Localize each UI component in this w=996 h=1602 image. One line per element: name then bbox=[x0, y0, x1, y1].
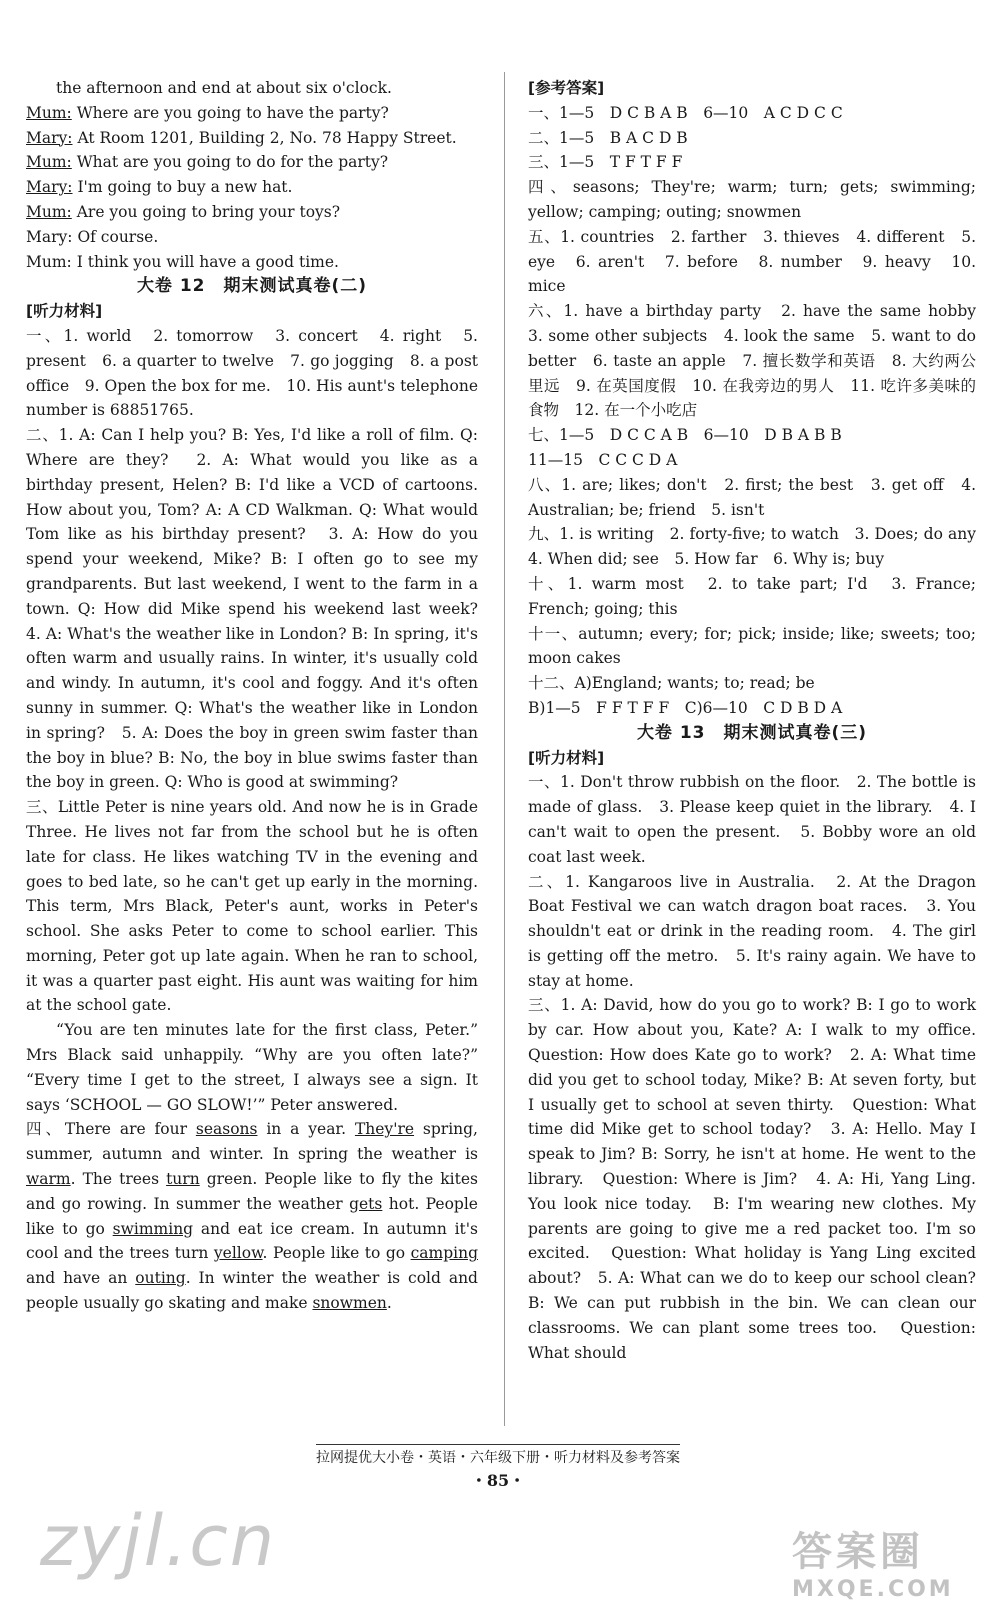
answer-line: 六、1. have a birthday party 2. have the same hobby 3. some other subjects 4. look the same 5. want to do better 6. taste an apple 7. 擅长数学和英语 8. 大约两公里远 9. 在英国度假 10. 在我旁边的男人 11. 吃许多美味的食物 12. 在一个小吃店 bbox=[528, 302, 992, 420]
answer-line: 八、1. are; likes; don't 2. first; the best 3. get off 4. Australian; be; friend 5. isn't bbox=[528, 475, 976, 519]
section-label: [听力材料] bbox=[528, 748, 605, 767]
watermark-right bbox=[792, 1520, 972, 1602]
column-divider bbox=[504, 72, 505, 1426]
answer-line: 二、1—5 B A C D B bbox=[528, 128, 688, 147]
paragraph: 一、1. world 2. tomorrow 3. concert 4. right 5. present 6. a quarter to twelve 7. go jogging 8. a post office 9. Open the box for me. 10. His aunt's telephone number is 68851765. bbox=[26, 326, 478, 420]
left-column bbox=[26, 76, 494, 1316]
speaker: Mum: bbox=[26, 153, 72, 172]
answer-line: B)1—5 F F T F F C)6—10 C D B D A bbox=[528, 698, 843, 717]
underlined-word: They're bbox=[354, 1120, 415, 1139]
footer-text: 拉网提优大小卷・英语・六年级下册・听力材料及参考答案 bbox=[316, 1444, 680, 1467]
dialog-line bbox=[26, 175, 478, 200]
watermark-right-bottom: MXQE.COM bbox=[792, 1577, 954, 1602]
dialog-line bbox=[26, 200, 478, 225]
section-title: 大卷 13 期末测试真卷(三) bbox=[636, 722, 868, 743]
paragraph: 四、There are four seasons in a year. They're spring, summer, autumn and winter. In spring the weather is warm. The trees turn green. People like to fly the kites and go rowing. In summer the weather gets hot. People like to go swimming and eat ice cream. In autumn it's cool and the trees turn yellow. People like to go camping and have an outing. In winter the weather is cold and people usually go skating and make snowmen. bbox=[26, 1120, 479, 1313]
page-number: ・85・ bbox=[470, 1471, 526, 1490]
dialog-text: Are you going to bring your toys? bbox=[76, 202, 341, 221]
underlined-word: turn bbox=[166, 1170, 200, 1189]
paragraph: 三、1. A: David, how do you go to work? B: I go to work by car. How about you, Kate? A: I walk to my office. Question: How does Kate go to work? 2. A: What time did you get to school today, Mike? B: At seven forty, but I usually get to school at seven thirty. Question: What time did Mike get to school today? 3. A: Hello. May I speak to Jim? B: Sorry, he isn't at home. He went to the library. Question: Where is Jim? 4. A: Hi, Yang Ling. You look nice today. B: I'm wearing new clothes. My parents are going to give me a red packet too. I'm so excited. Question: What holiday is Yang Ling excited about? 5. A: What can we do to keep our school clean? B: We can put rubbish in the bin. We can clean our classrooms. We can plant some trees too. Question: What should bbox=[528, 996, 992, 1362]
speaker: Mary: bbox=[26, 178, 73, 197]
watermark-left: zyjl.cn bbox=[40, 1500, 277, 1582]
paragraph: 三、Little Peter is nine years old. And now he is in Grade Three. He lives not far from the school but he is often late for class. He likes watching TV in the evening and goes to bed late, so he can't get up early in the morning. This term, Mrs Black, Peter's aunt, works in Peter's school. She asks Peter to come to school earlier. This morning, Peter got up late again. When he ran to school, it was a quarter past eight. His aunt was waiting for him at the school gate. bbox=[26, 798, 478, 1015]
dialog-line bbox=[26, 225, 478, 250]
dialog-line bbox=[26, 101, 478, 126]
answer-line: 十二、A)England; wants; to; read; be bbox=[528, 674, 815, 693]
answer-line: 三、1—5 T F T F F bbox=[528, 153, 683, 172]
answer-line: 九、1. is writing 2. forty-five; to watch 3. Does; do any 4. When did; see 5. How far 6. Why is; buy bbox=[528, 525, 992, 569]
underlined-word: seasons bbox=[195, 1120, 258, 1139]
dialog-line: the afternoon and end at about six o'clock. bbox=[56, 79, 392, 97]
section-label: [听力材料] bbox=[26, 302, 103, 321]
dialog-text: What are you going to do for the party? bbox=[76, 153, 389, 172]
dialog-text: Of course. bbox=[77, 227, 159, 246]
paragraph: 二、1. Kangaroos live in Australia. 2. At the Dragon Boat Festival we can watch dragon boat races. 3. You shouldn't eat or drink in the reading room. 4. The girl is getting off the metro. 5. It's rainy again. We have to stay at home. bbox=[528, 872, 976, 990]
dialog-line bbox=[26, 150, 478, 175]
section-title: 大卷 12 期末测试真卷(二) bbox=[136, 276, 368, 297]
answer-line: 十、1. warm most 2. to take part; I'd 3. France; French; going; this bbox=[528, 574, 976, 618]
paragraph: “You are ten minutes late for the first class, Peter.” Mrs Black said unhappily. “Why are you often late?” “Every time I get to the street, I always see a sign. It says ‘SCHOOL — GO SLOW!’” Peter answered. bbox=[26, 1021, 478, 1114]
speaker: Mum: bbox=[26, 202, 72, 221]
speaker: Mary: bbox=[26, 227, 73, 246]
right-column bbox=[528, 76, 992, 1365]
answer-line: 一、1—5 D C B A B 6—10 A C D C C bbox=[528, 103, 843, 122]
dialog-line bbox=[26, 250, 478, 275]
underlined-word: swimming bbox=[112, 1219, 194, 1238]
paragraph: 二、1. A: Can I help you? B: Yes, I'd like a roll of film. Q: Where are they? 2. A: What would you like as a birthday present, Helen? B: I'd like a VCD of cartoons. How about you, Tom? A: A CD Walkman. Q: What would Tom like as his birthday present? 3. A: How do you spend your weekend, Mike? B: I often go to see my grandparents. But last weekend, I went to the farm in a town. Q: How did Mike spend his weekend last week? 4. A: What's the weather like in London? B: In spring, it's often warm and usually rains. In winter, it's usually cold and windy. In autumn, it's cool and foggy. And it's often sunny in summer. Q: What's the weather like in London in spring? 5. A: Does the boy in green swim faster than the boy in blue? B: No, the boy in blue swims faster than the boy in green. Q: Who is good at swimming? bbox=[26, 426, 494, 792]
speaker: Mary: bbox=[26, 128, 73, 147]
underlined-word: camping bbox=[410, 1244, 478, 1263]
underlined-word: outing bbox=[135, 1269, 186, 1288]
answer-line: 五、1. countries 2. farther 3. thieves 4. different 5. eye 6. aren't 7. before 8. number 9. heavy 10. mice bbox=[528, 227, 976, 296]
speaker: Mum: bbox=[26, 103, 72, 122]
dialog-line bbox=[26, 126, 478, 151]
dialog-text: At Room 1201, Building 2, No. 78 Happy Street. bbox=[77, 128, 457, 147]
watermark-right-top: 答案圈 bbox=[792, 1529, 924, 1575]
dialog-text: I'm going to buy a new hat. bbox=[77, 178, 293, 197]
answer-line: 七、1—5 D C C A B 6—10 D B A B B bbox=[528, 426, 842, 445]
underlined-word: gets bbox=[349, 1194, 383, 1213]
paragraph: 一、1. Don't throw rubbish on the floor. 2. The bottle is made of glass. 3. Please keep quiet in the library. 4. I can't wait to open the present. 5. Bobby wore an old coat last week. bbox=[528, 773, 976, 866]
section-label: [参考答案] bbox=[528, 79, 605, 97]
dialog-text: Where are you going to have the party? bbox=[76, 103, 389, 122]
underlined-word: warm bbox=[26, 1170, 71, 1189]
speaker: Mum: bbox=[26, 252, 72, 271]
answer-line: 11—15 C C C D A bbox=[528, 450, 678, 469]
answer-line: 四、seasons; They're; warm; turn; gets; swimming; yellow; camping; outing; snowmen bbox=[528, 178, 976, 221]
underlined-word: snowmen bbox=[312, 1294, 387, 1313]
underlined-word: yellow bbox=[213, 1244, 263, 1263]
page-footer bbox=[0, 1444, 996, 1467]
answer-line: 十一、autumn; every; for; pick; inside; like; sweets; too; moon cakes bbox=[528, 624, 976, 668]
dialog-text: I think you will have a good time. bbox=[76, 252, 339, 271]
